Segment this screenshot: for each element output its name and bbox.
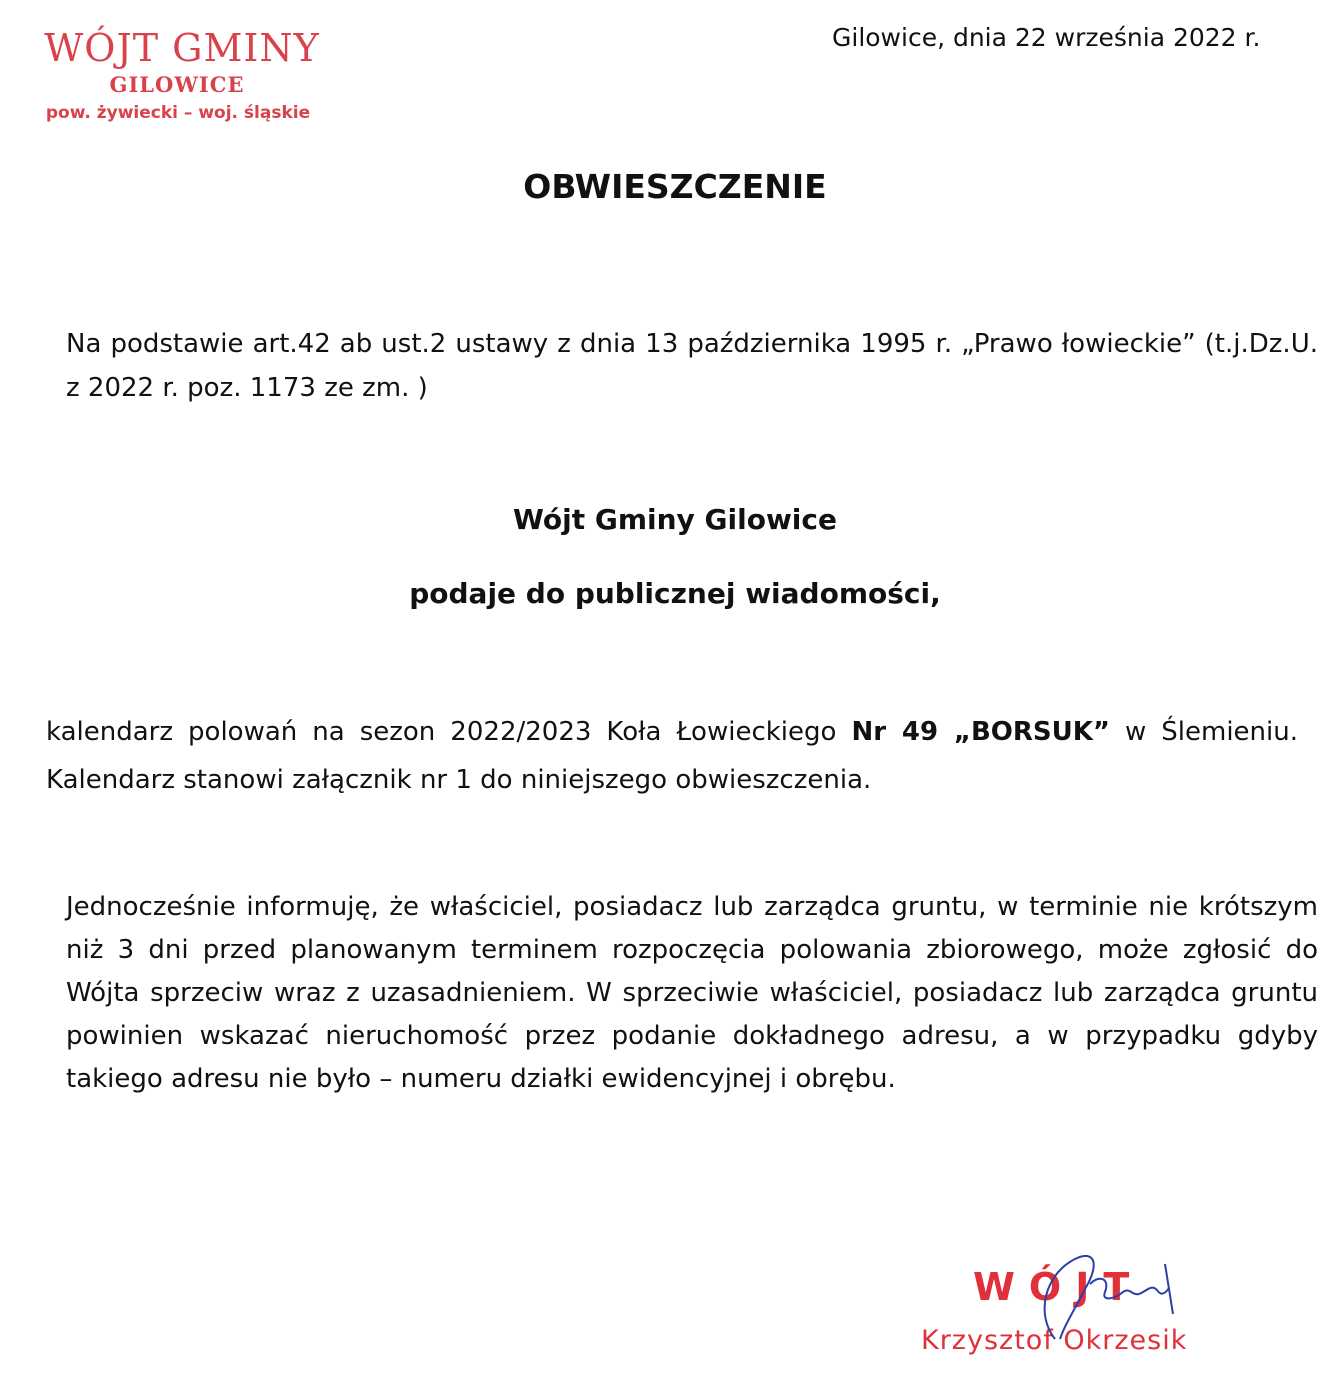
signature-stamp <box>915 1258 1225 1373</box>
legal-basis-paragraph: Na podstawie art.42 ab ust.2 ustawy z dnia 13 października 1995 r. „Prawo łowieckie” (t.j.Dz.U. z 2022 r. poz. 1173 ze zm. ) <box>66 329 1318 403</box>
handwritten-signature <box>1015 1244 1195 1354</box>
announcer-line: Wójt Gminy Gilowice <box>512 503 837 536</box>
office-stamp <box>22 26 352 126</box>
calendar-text-start: kalendarz polowań na sezon 2022/2023 Koła Łowieckiego <box>46 717 852 747</box>
announcement-phrase: podaje do publicznej wiadomości, <box>409 577 941 610</box>
place-and-date: Gilowice, dnia 22 września 2022 r. <box>832 23 1261 52</box>
signature-stamp-name: Krzysztof Okrzesik <box>921 1325 1188 1356</box>
document-title: OBWIESZCZENIE <box>523 167 827 206</box>
hunting-club-name: Nr 49 „BORSUK” <box>851 717 1110 747</box>
stamp-line-office: WÓJT GMINY <box>44 26 320 70</box>
calendar-text-end: w Ślemieniu. Kalendarz stanowi załącznik nr 1 do niniejszego obwieszczenia. <box>46 717 1299 795</box>
objection-paragraph: Jednocześnie informuję, że właściciel, posiadacz lub zarządca gruntu, w terminie nie krótszym niż 3 dni przed planowanym terminem rozpoczęcia polowania zbiorowego, może zgłosić do Wójta sprzeciw wraz z uzasadnieniem. W sprzeciwie właściciel, posiadacz lub zarządca gruntu powinien wskazać nieruchomość przez podanie dokładnego adresu, a w przypadku gdyby takiego adresu nie było – numeru działki ewidencyjnej i obrębu. <box>66 892 1318 1094</box>
signature-stamp-title: WÓJT <box>973 1265 1144 1309</box>
calendar-paragraph <box>46 708 1298 804</box>
stamp-line-region: pow. żywiecki – woj. śląskie <box>45 103 311 123</box>
stamp-line-municipality: GILOWICE <box>109 72 245 97</box>
